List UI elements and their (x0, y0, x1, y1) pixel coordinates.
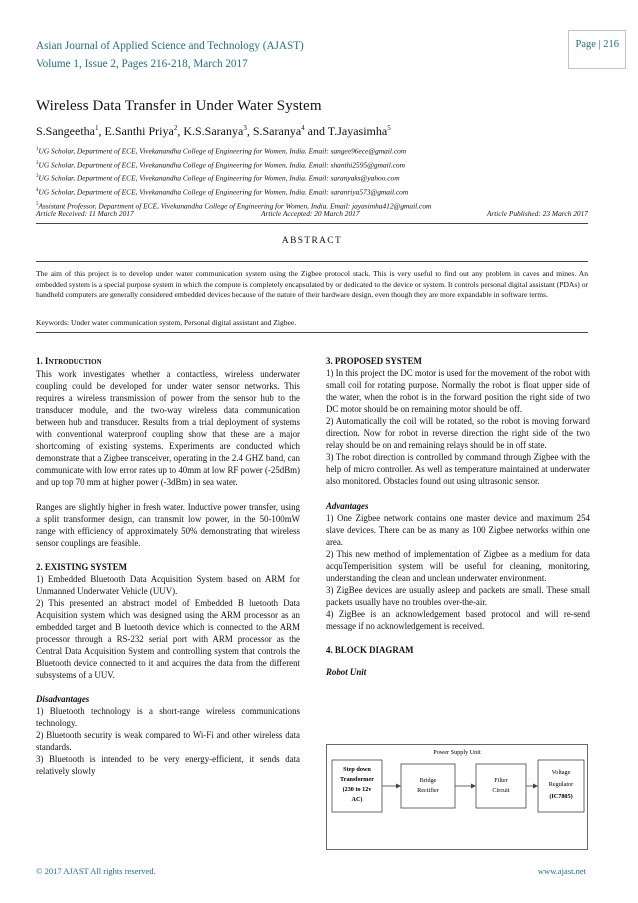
author-sup: 3 (243, 124, 247, 132)
affiliation (36, 185, 616, 199)
advantages-list: 1) One Zigbee network contains one master device and maximum 254 slave devices. There can be as many as 100 Zigbee networks within one area. 2) This new method of implementation of Zigbee as a medium for data acquTemperisition system will be useful for cleaning, monitoring, understanding the clean and unclean underwater environment. 3) ZigBee devices are usually asleep and packets are small. These small packets usually have no troubles over-the-air. 4) ZigBee is an acknowledgement based protocol and will re-send message if no acknowledgement is received. (326, 512, 590, 631)
date-published: Article Published: 23 March 2017 (486, 209, 588, 218)
right-column (326, 355, 590, 678)
bridge-line: Bridge (419, 777, 437, 784)
affiliation-sup: 2 (36, 160, 39, 166)
abstract-heading: ABSTRACT (281, 236, 343, 246)
affiliation-sup: 1 (36, 147, 39, 152)
author-separator: , (246, 124, 253, 138)
date-received: Article Received: 11 March 2017 (36, 209, 134, 218)
volume-info: Volume 1, Issue 2, Pages 216-218, March 2017 (36, 58, 248, 70)
affiliation-text: UG Scholar, Department of ECE, Vivekanandha College of Engineering for Women, India. Email: sangee96ece@gmail.com (38, 146, 407, 156)
stepdown-line: AC) (351, 796, 363, 803)
disadvantages-list: 1) Bluetooth technology is a short-range wireless communications technology. 2) Bluetooth security is weak compared to Wi-Fi and other wireless data standards. 3) Bluetooth is intended to be very energy-efficient, it sends data relatively slowly (36, 706, 300, 777)
keywords: Keywords: Under water communication system, Personal digital assistant and Zigbee. (36, 318, 297, 327)
author-list (36, 124, 391, 139)
paper-title: Wireless Data Transfer in Under Water System (36, 98, 322, 114)
affiliation (36, 158, 616, 172)
journal-header (36, 37, 456, 73)
bridge-line: Rectifier (417, 787, 439, 794)
stepdown-line: Transformer (340, 776, 374, 783)
journal-name: Asian Journal of Applied Science and Technology (AJAST) (36, 40, 304, 52)
filter-line: Filter (494, 777, 508, 784)
power-supply-title: Power Supply Unit (433, 749, 481, 756)
regulator-line: (IC7805) (549, 793, 573, 800)
author-name: T.Jayasimha (327, 124, 388, 138)
section-heading-introduction (36, 355, 300, 368)
disadvantages-heading: Disadvantages (36, 694, 90, 705)
affiliation (36, 171, 616, 185)
footer-website[interactable]: www.ajast.net (537, 866, 586, 876)
author-sup: 1 (95, 124, 99, 132)
article-dates (36, 209, 588, 218)
affiliation-sup: 5 (36, 201, 39, 207)
author-name: E.Santhi Priya (104, 124, 174, 138)
advantages-heading: Advantages (326, 500, 369, 511)
robot-unit-label: Robot Unit (326, 667, 367, 678)
divider (36, 261, 588, 262)
heading-num: 1. I (36, 356, 49, 366)
affiliations (36, 144, 616, 212)
intro-paragraph-1: This work investigates whether a contactless, wireless underwater coupling could be developed for under water sensor networks. This requires a wireless transmission of power from the sensor hub to the transducer module, and the two-way wireless data communication between hub and transducer. Results from a trial deployment of systems with conventional waterproof coupling show that these are a major shortcoming of existing systems. Experiments are conducted which demonstrate that a Zigbee transceiver, operating in the 2.4 GHZ band, can communicate with low error rates up to 40mm at low RF power (-25dBm) and up top 70 mm at higher power (-3dBm) in sea water. (36, 369, 300, 488)
existing-paragraph: 1) Embedded Bluetooth Data Acquisition System based on ARM for Unmanned Underwater Vehicle (UUV). 2) This presented an abstract model of Embedded B luetooth Data Acquisition system which was designed using the ARM processor as an embedded target and B luetooth device which is connected to the ARM processor through a RS-232 serial port with ARM processor as the Central Data Acquisition System and controlling system that controls the Bluetooth device connected to it and acquires the data from the different subsystems of a UUV. (36, 573, 300, 681)
author-separator: , (98, 124, 105, 138)
block-diagram (326, 744, 588, 850)
section-heading-block-diagram: 4. BLOCK DIAGRAM (326, 645, 414, 656)
affiliation-sup: 4 (36, 188, 39, 194)
author-and: and (304, 124, 328, 138)
author-name: S.Sangeetha (36, 124, 95, 138)
divider (36, 223, 588, 224)
intro-paragraph-2: Ranges are slightly higher in fresh water. Inductive power transfer, using a split transformer design, can transmit low power, in the 50-100mW range with efficiency of approximately 50% demonstrating that wireless sensor couplings are feasible. (36, 501, 300, 548)
section-heading-existing: 2. EXISTING SYSTEM (36, 561, 127, 572)
page-number: Page | 216 (575, 39, 619, 50)
footer-copyright: © 2017 AJAST All rights reserved. (36, 866, 156, 876)
date-accepted: Article Accepted: 20 March 2017 (261, 209, 360, 218)
author-sup: 5 (387, 124, 391, 132)
author-name: K.S.Saranya (183, 124, 244, 138)
heading-rest: NTRODUCTION (48, 358, 102, 366)
section-heading-proposed: 3. PROPOSED SYSTEM (326, 356, 422, 366)
author-sup: 4 (301, 124, 305, 132)
author-sup: 2 (173, 124, 178, 132)
regulator-line: Regulator (548, 781, 574, 788)
divider (36, 332, 588, 333)
regulator-line: Voltage (551, 769, 571, 776)
author-separator: , (177, 124, 184, 138)
filter-line: Circuit (492, 787, 510, 794)
abstract-text: The aim of this project is to develop under water communication system using the Zigbee protocol stack. This is very useful to find out any problem in caves and mines. An embedded system is a special purpose system in which the compute is completely encapsulated by or dedicated to the device or system. It controls personal digital assistant (PDAs) or handheld computers are generally considered embedded devices because of the nature of their hardware design, even though they are more expandable in software terms. (36, 269, 588, 300)
stepdown-line: (230 to 12v (342, 786, 372, 793)
affiliation-text: UG Scholar, Department of ECE, Vivekanandha College of Engineering for Women, India. Email: saranriya573@gmail.com (38, 187, 409, 197)
affiliation-text: UG Scholar, Department of ECE, Vivekanandha College of Engineering for Women, India. Email: saranyaks@yahoo.com (38, 173, 400, 183)
affiliation-text: UG Scholar, Department of ECE, Vivekanandha College of Engineering for Women, India. Email: shanthi2595@gmail.com (38, 160, 405, 170)
left-column (36, 355, 300, 778)
affiliation (36, 144, 616, 158)
page-number-box (568, 30, 626, 69)
stepdown-line: Step down (343, 766, 371, 773)
affiliation-text: Assistant Professor, Department of ECE, Vivekanandha College of Engineering for Women, India. Email: jayasimha412@gmail.com (38, 201, 432, 211)
proposed-paragraph: 1) In this project the DC motor is used for the movement of the robot with small coil for rotating purpose. Normally the robot is float upper side of the water, when the robot is in the forward position the right side of two DC motor should be on remaining motor should be off. 2) Automatically the coil will be rotated, so the robot is moving forward direction. Now for robot in reverse direction the right side of the two relay should be on and remaining relays should be in off state. 3) The robot direction is controlled by command through Zigbee with the help of micro controller. As well as temperature maintained at underwater also monitored. Obstacles found out using ultrasonic sensor. (326, 368, 590, 487)
affiliation-sup: 3 (36, 174, 39, 180)
author-name: S.Saranya (252, 124, 302, 138)
